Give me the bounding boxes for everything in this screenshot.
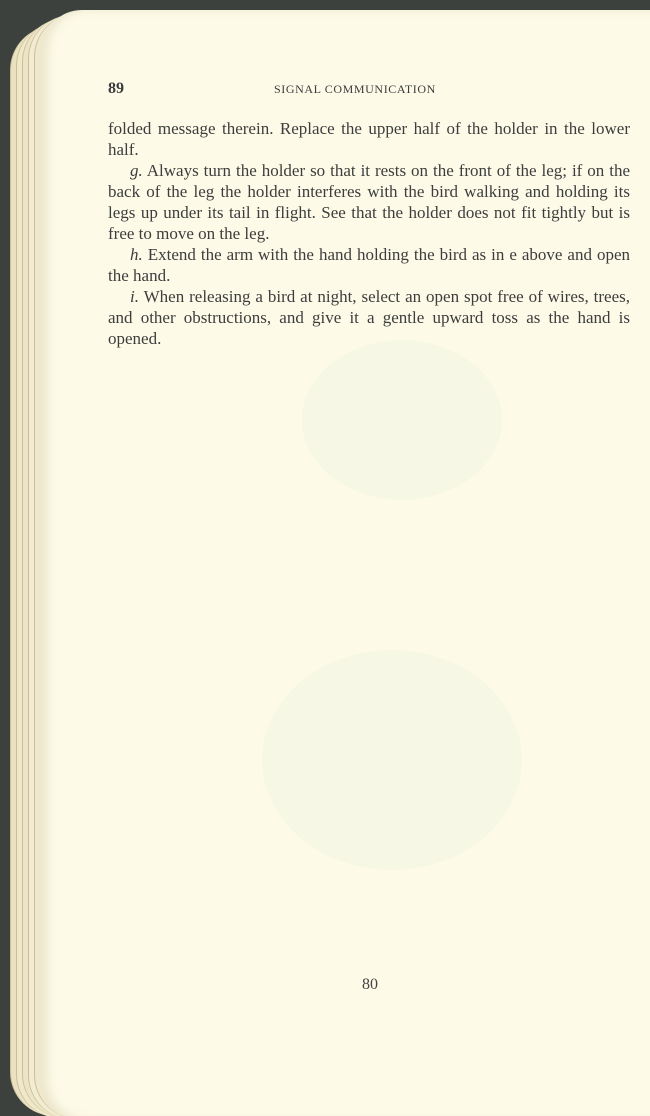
paragraph-text: Extend the arm with the hand holding the bird as in e above and open the hand. <box>108 245 630 285</box>
paragraph-text: Always turn the holder so that it rests on the front of the leg; if on the back of the leg the holder interferes with the bird walking and holding its legs up under its tail in flight. See that the holder does not fit tightly but is free to move on the leg. <box>108 161 631 243</box>
page-number: 80 <box>362 976 378 993</box>
paragraph-g <box>108 160 630 244</box>
running-head <box>108 80 630 100</box>
show-through-shadow <box>262 650 522 870</box>
show-through-shadow <box>302 340 502 500</box>
item-label: h. <box>130 245 143 264</box>
paragraph-text: When releasing a bird at night, select an open spot free of wires, trees, and other obstructions, and give it a gentle upward toss as the hand is opened. <box>108 287 630 348</box>
item-label: i. <box>130 287 139 306</box>
paragraph-text: folded message therein. Replace the upper half of the holder in the lower half. <box>108 119 630 159</box>
paragraph-continuation <box>108 118 630 160</box>
paragraph-i <box>108 286 630 349</box>
paragraph-h <box>108 244 630 286</box>
item-label: g. <box>130 161 143 180</box>
running-head-title: SIGNAL COMMUNICATION <box>274 82 436 96</box>
body-text <box>108 118 630 349</box>
header-page-number: 89 <box>108 80 124 97</box>
